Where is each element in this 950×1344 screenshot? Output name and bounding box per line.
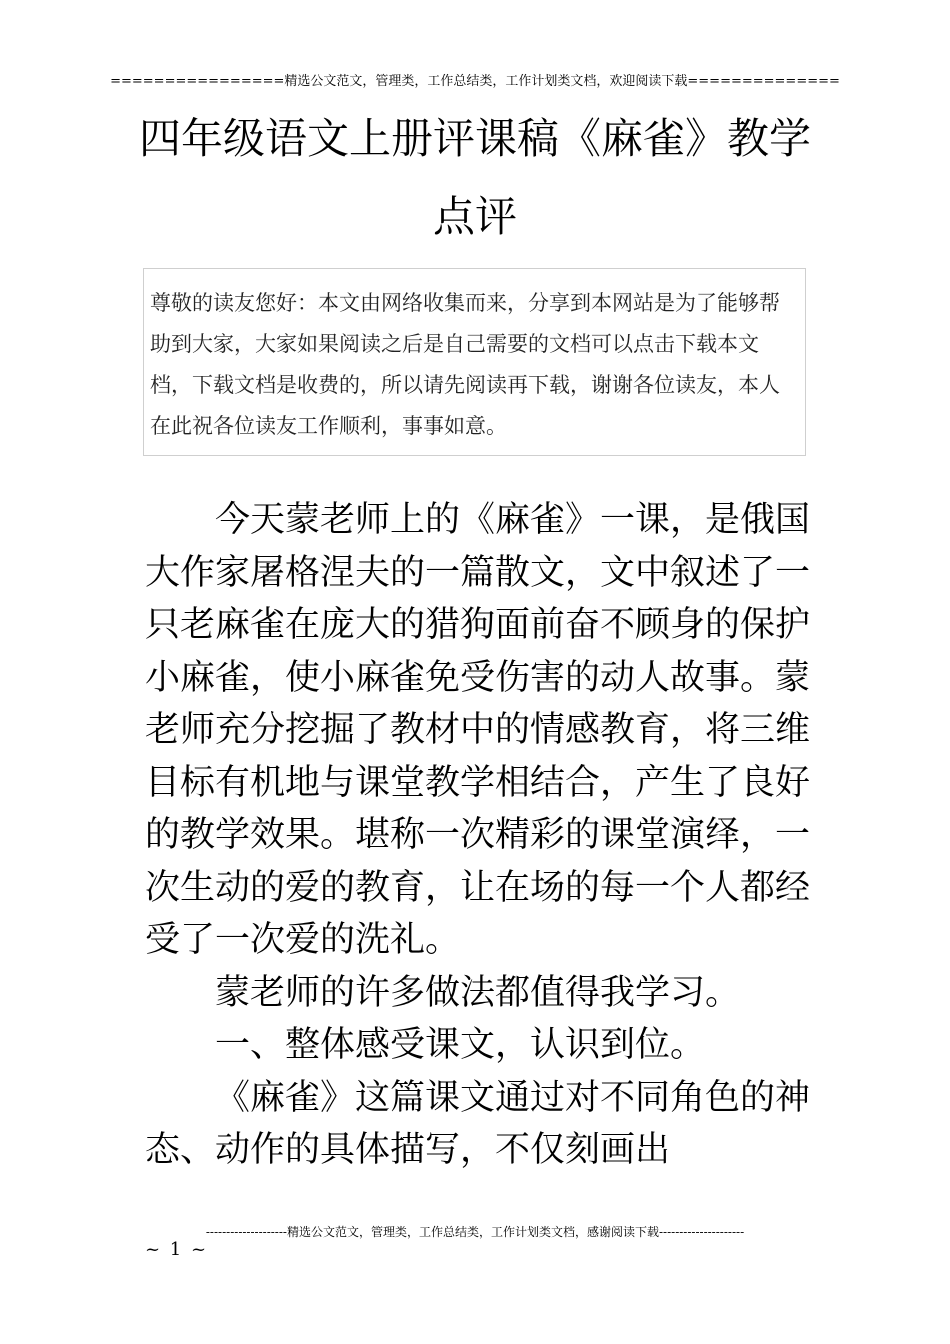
reader-notice-text: 尊敬的读友您好：本文由网络收集而来，分享到本网站是为了能够帮助到大家，大家如果阅读之后是自己需要的文档可以点击下载本文档，下载文档是收费的，所以请先阅读再下载，谢谢各位读友，本人在此祝各位读友工作顺利，事事如意。	[150, 291, 780, 438]
body-paragraph: 《麻雀》这篇课文通过对不同角色的神态、动作的具体描写，不仅刻画出	[145, 1077, 811, 1170]
reader-notice-box	[143, 268, 806, 456]
footer-banner: --------------------精选公文范文，管理类，工作总结类，工作计划类文档，感谢阅读下载---------------------	[205, 1225, 745, 1239]
page-number: ~ 1 ~	[145, 1239, 209, 1260]
body-paragraph: 蒙老师的许多做法都值得我学习。	[215, 972, 741, 1013]
section-heading: 一、整体感受课文，认识到位。	[215, 1025, 706, 1065]
document-body	[145, 494, 810, 1177]
document-title: 四年级语文上册评课稿《麻雀》教学点评	[138, 114, 811, 241]
body-paragraph: 今天蒙老师上的《麻雀》一课，是俄国大作家屠格涅夫的一篇散文，文中叙述了一只老麻雀在庞大的猎狗面前奋不顾身的保护小麻雀，使小麻雀免受伤害的动人故事。蒙老师充分挖掘了教材中的情感教育，将三维目标有机地与课堂教学相结合，产生了良好的教学效果。堪称一次精彩的课堂演绎，一次生动的爱的教育，让在场的每一个人都经受了一次爱的洗礼。	[145, 500, 811, 960]
header-banner: ================精选公文范文，管理类，工作总结类，工作计划类文档，欢迎阅读下载==============	[110, 74, 840, 89]
